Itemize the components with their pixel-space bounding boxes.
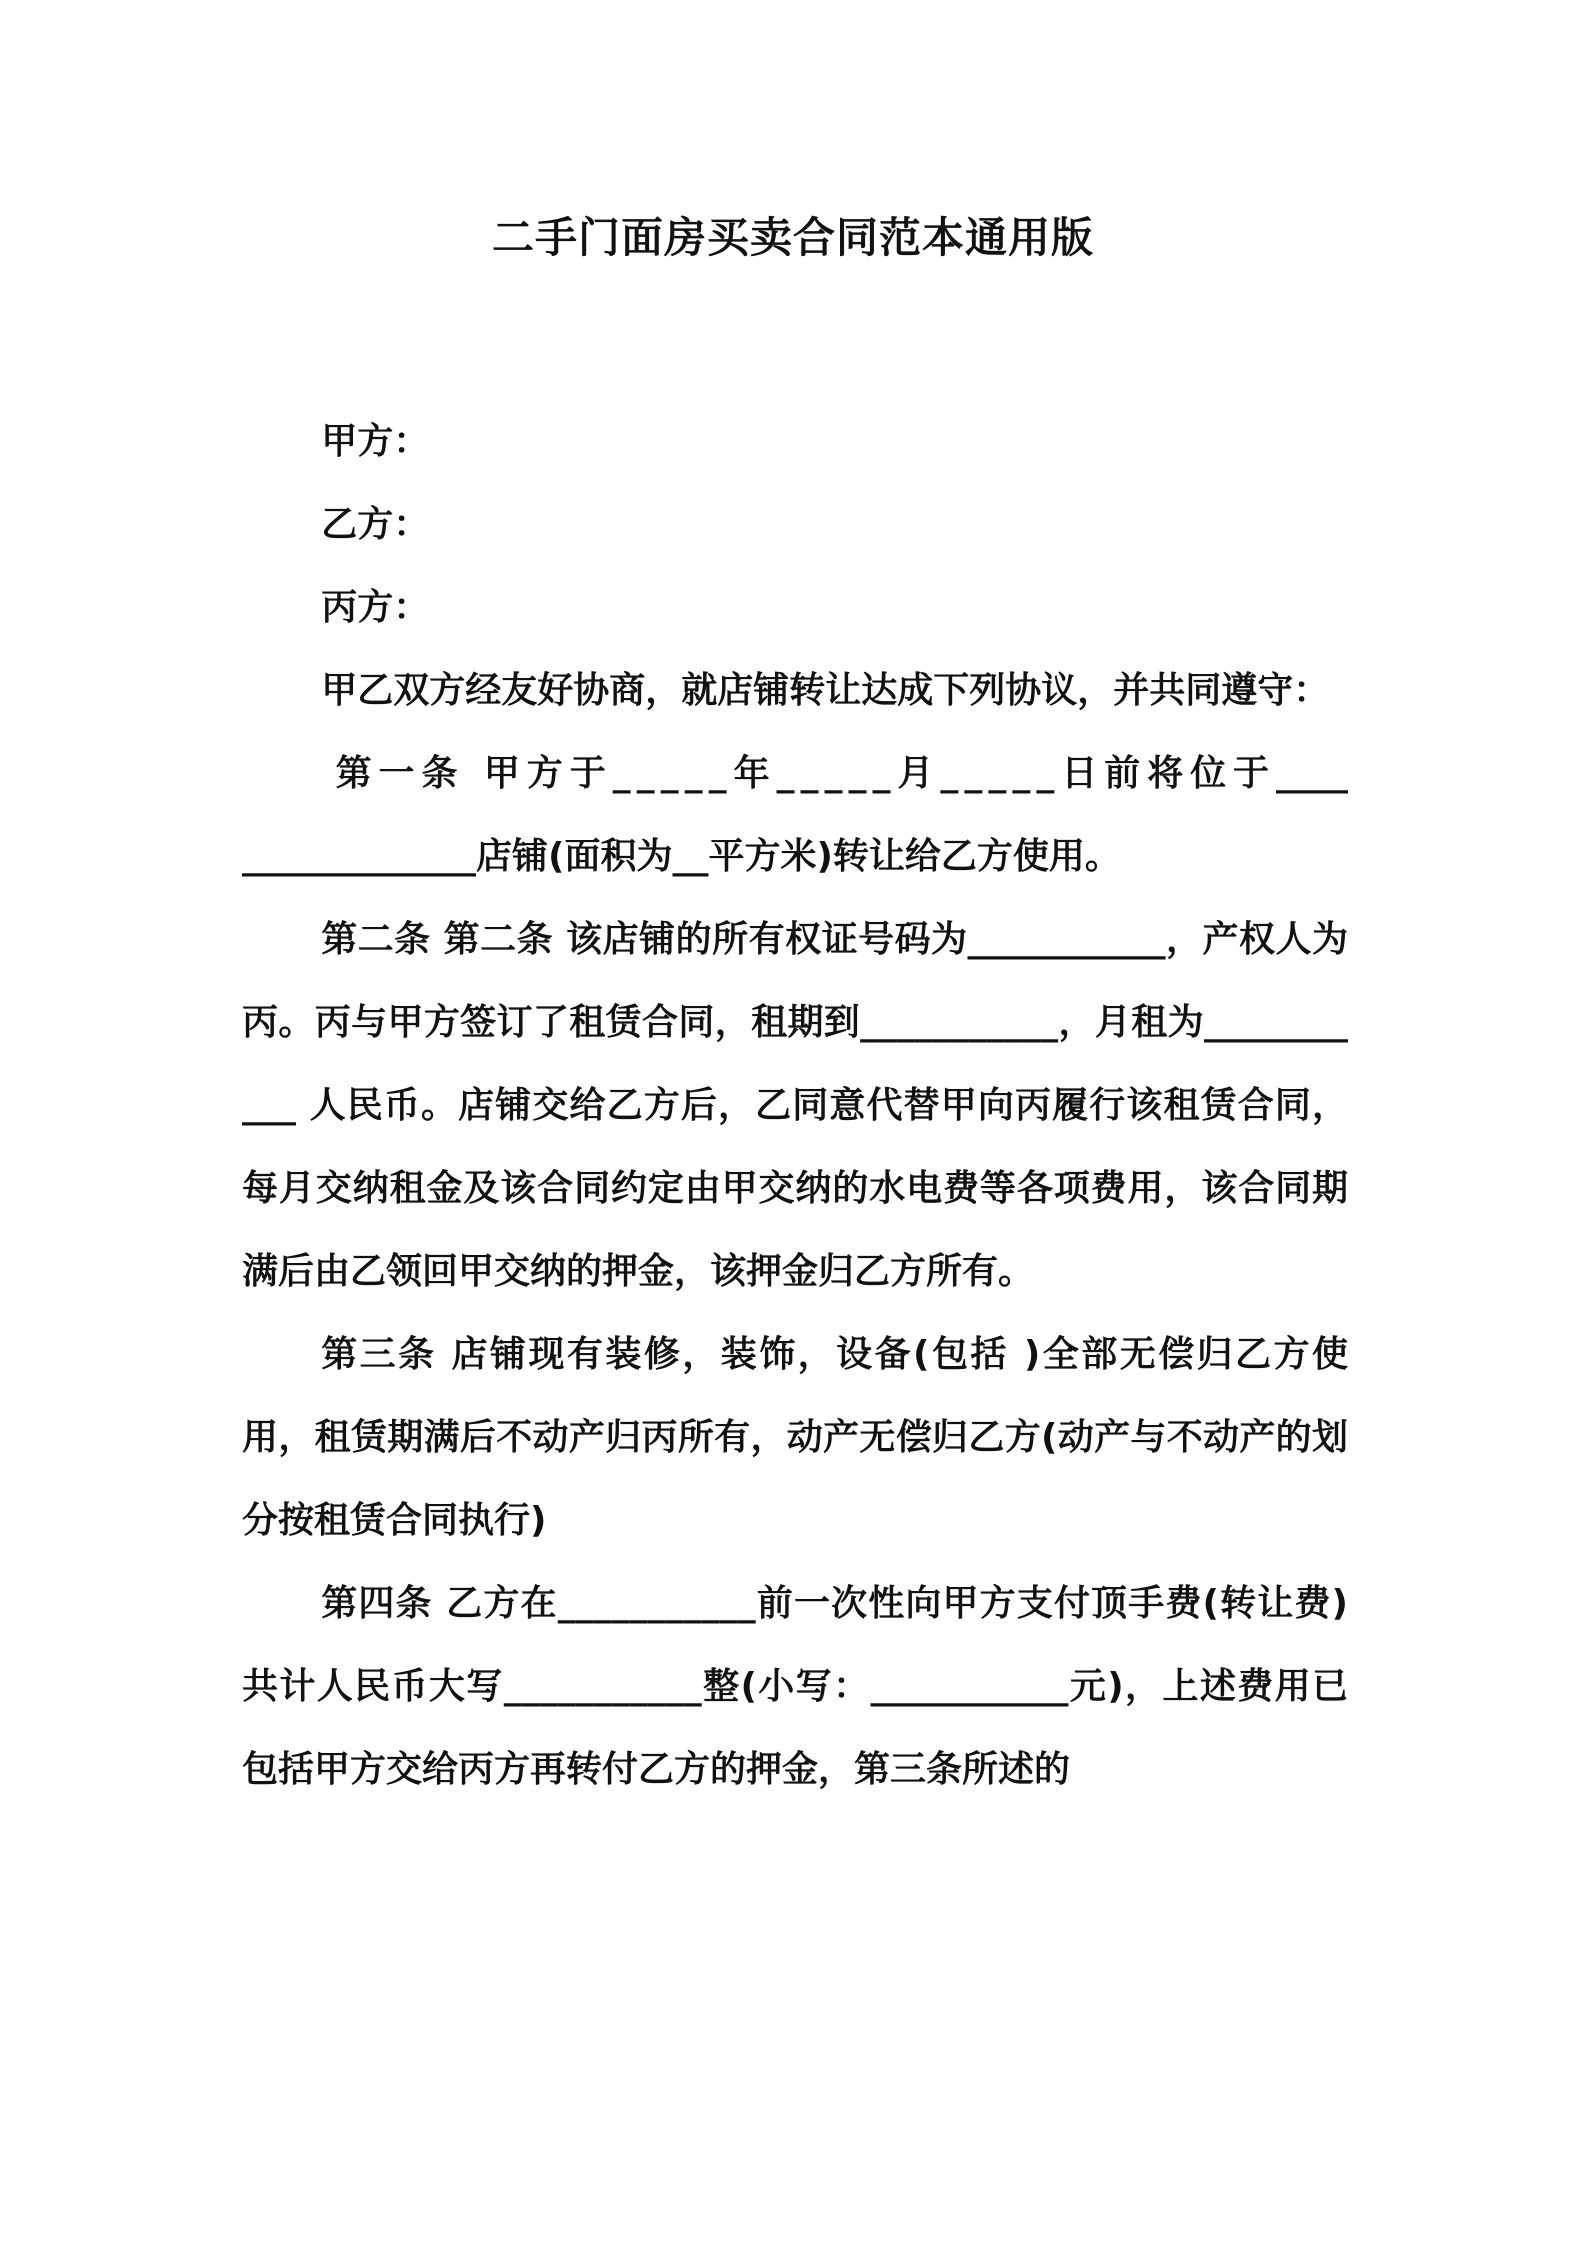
party-a-line: 甲方： xyxy=(321,421,430,462)
document-title: 二手门面房买卖合同范本通用版 xyxy=(491,213,1094,262)
article-4-paragraph: 第四条 乙方在___________前一次性向甲方支付顶手费(转让费)共计人民币大写___________整(小写：___________元)，上述费用已包括甲方交给丙方再转付乙方的押金，第三条所述的 xyxy=(242,1583,1348,1790)
article-3-paragraph: 第三条 店铺现有装修，装饰，设备(包括 )全部无偿归乙方使用，租赁期满后不动产归丙所有，动产无偿归乙方(动产与不动产的划分按租赁合同执行) xyxy=(242,1334,1348,1541)
article-1-paragraph xyxy=(242,732,1348,898)
intro-paragraph: 甲乙双方经友好协商，就店铺转让达成下列协议，并共同遵守： xyxy=(321,670,1330,711)
article-1-head: 第一条 甲方于_____年_____月_____日前将位于 xyxy=(335,753,1276,794)
article-2-paragraph: 第二条 第二条 该店铺的所有权证号码为___________，产权人为丙。丙与甲方签订了租赁合同，租期到___________，月租为___________ 人民币。店铺交给乙方后，乙同意代替甲向丙履行该租赁合同，每月交纳租金及该合同约定由甲交纳的水电费等各项费用，该合同期满后由乙领回甲交纳的押金，该押金归乙方所有。 xyxy=(242,919,1348,1292)
contract-body xyxy=(242,400,1348,1811)
party-c-line: 丙方： xyxy=(321,587,430,628)
party-b-line: 乙方： xyxy=(321,504,430,545)
article-1-tail: _________________店铺(面积为__平方米)转让给乙方使用。 xyxy=(242,753,1348,877)
